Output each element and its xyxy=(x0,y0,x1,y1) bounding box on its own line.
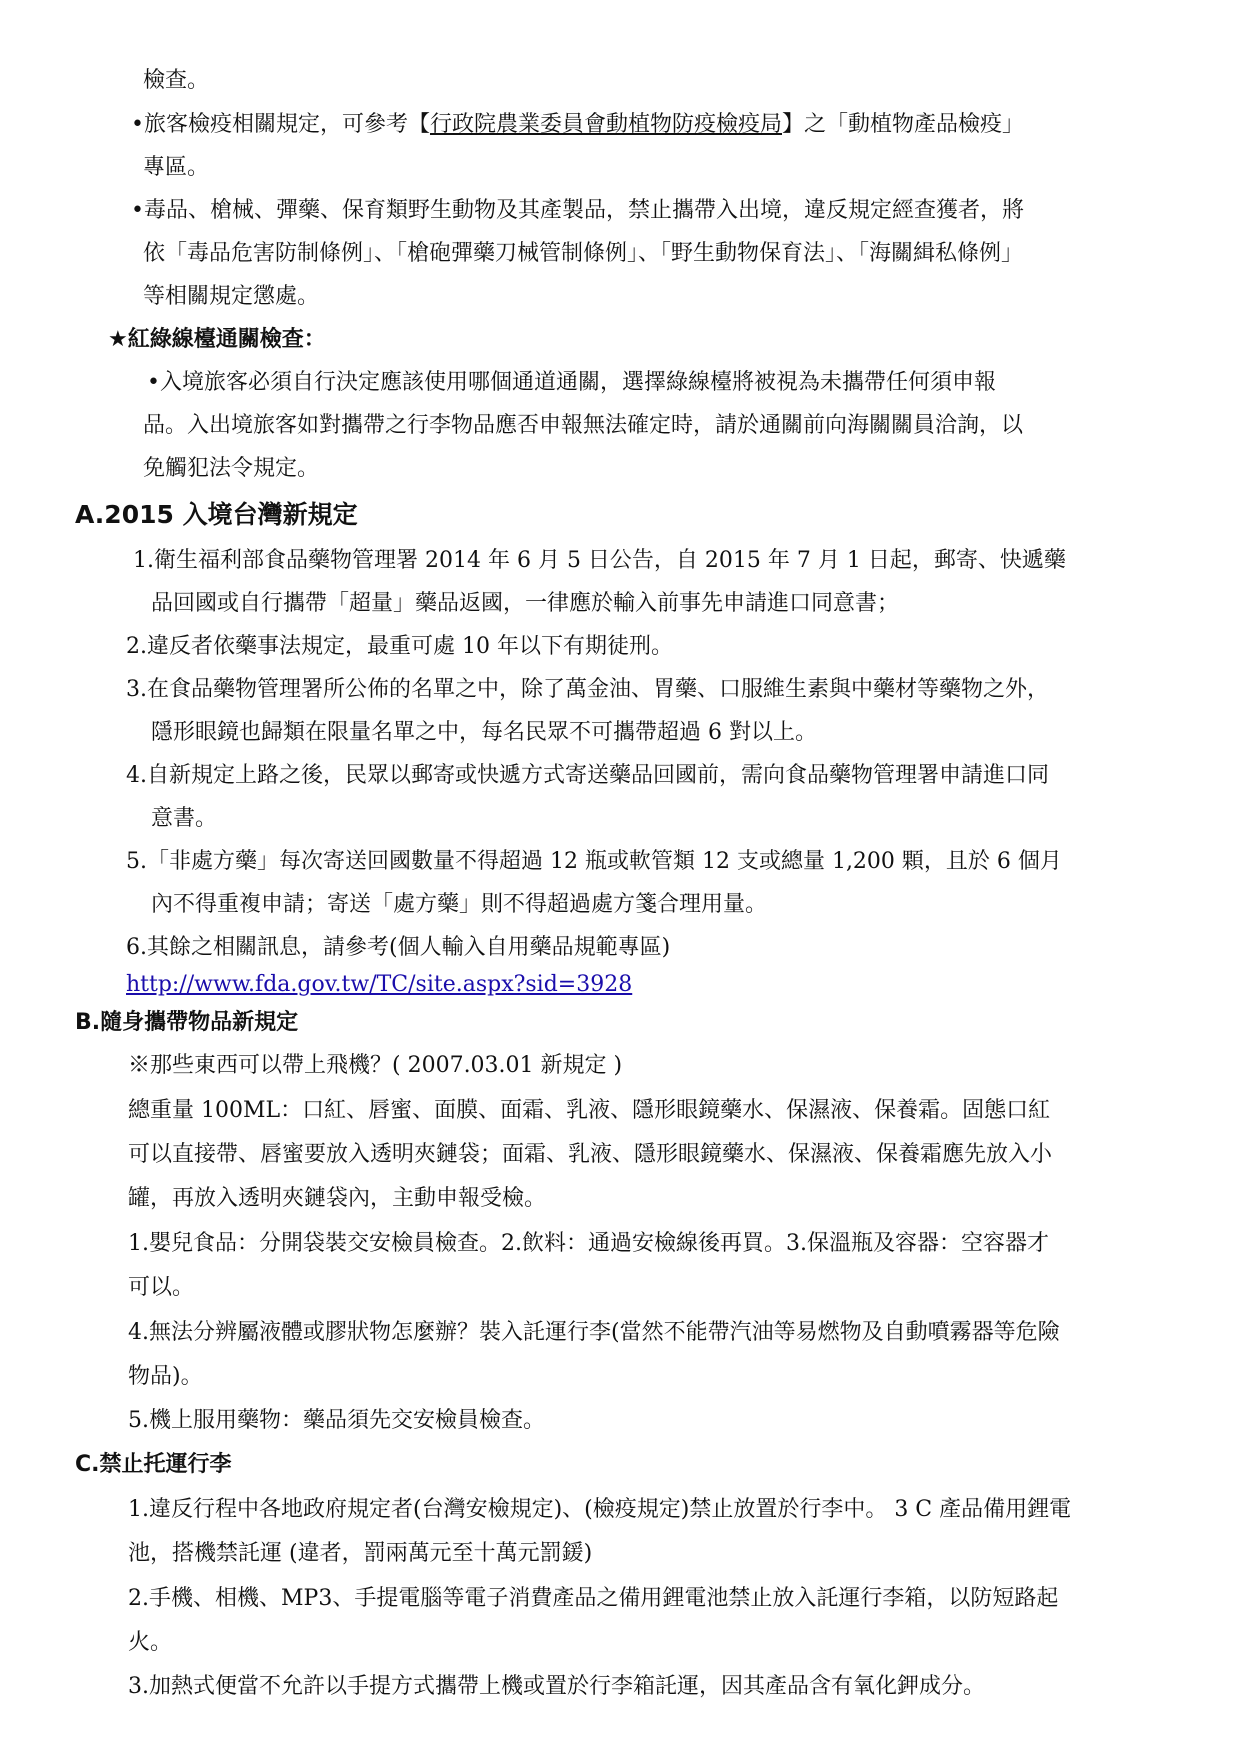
section-a-line-9: 內不得重複申請；寄送「處方藥」則不得超過處方箋合理用量。 xyxy=(151,892,768,917)
section-c-heading: C.禁止托運行李 xyxy=(75,1452,232,1477)
red-green-line-3: 免觸犯法令規定。 xyxy=(143,456,320,481)
section-a-line-2: 品回國或自行攜帶「超量」藥品返國，一律應於輸入前事先申請進口同意書； xyxy=(151,591,900,616)
red-green-line-1: •入境旅客必須自行決定應該使用哪個通道通關，選擇綠線檯將被視為未攜帶任何須申報 xyxy=(147,370,996,395)
section-b-line-5: 1.嬰兒食品：分開袋裝交安檢員檢查。2.飲料：通過安檢線後再買。3.保溫瓶及容器：空容器才 xyxy=(128,1231,1049,1256)
section-b-line-9: 5.機上服用藥物：藥品須先交安檢員檢查。 xyxy=(128,1408,545,1433)
section-c-line-4: 火。 xyxy=(128,1630,173,1655)
section-b-line-6: 可以。 xyxy=(128,1275,195,1300)
intro-line-1: 檢查。 xyxy=(143,68,210,93)
intro-line-2-post: 】之「動植物產品檢疫」 xyxy=(782,112,1025,137)
section-a-line-4: 3.在食品藥物管理署所公佈的名單之中，除了萬金油、胃藥、口服維生素與中藥材等藥物之外， xyxy=(126,677,1049,702)
section-a-line-8: 5.「非處方藥」每次寄送回國數量不得超過 12 瓶或軟管類 12 支或總量 1,200 顆，且於 6 個月 xyxy=(126,849,1062,874)
fda-link[interactable]: http://www.fda.gov.tw/TC/site.aspx?sid=3928 xyxy=(126,972,633,997)
section-a-line-10: 6.其餘之相關訊息，請參考(個人輸入自用藥品規範專區) xyxy=(126,935,671,960)
intro-line-3: 專區。 xyxy=(143,155,210,180)
red-green-heading: ★紅綠線檯通關檢查： xyxy=(108,327,326,352)
red-green-line-2: 品。入出境旅客如對攜帶之行李物品應否申報無法確定時，請於通關前向海關關員洽詢，以 xyxy=(143,413,1024,438)
section-b-line-4: 罐，再放入透明夾鏈袋內，主動申報受檢。 xyxy=(128,1186,547,1211)
section-c-line-5: 3.加熱式便當不允許以手提方式攜帶上機或置於行李箱託運，因其產品含有氧化鉀成分。 xyxy=(128,1674,985,1699)
section-a-heading: A.2015 入境台灣新規定 xyxy=(75,500,358,529)
section-c-line-3: 2.手機、相機、MP3、手提電腦等電子消費產品之備用鋰電池禁止放入託運行李箱，以防短路起 xyxy=(128,1586,1059,1611)
section-a-line-6: 4.自新規定上路之後，民眾以郵寄或快遞方式寄送藥品回國前，需向食品藥物管理署申請進口同 xyxy=(126,763,1049,788)
section-a-line-5: 隱形眼鏡也歸類在限量名單之中，每名民眾不可攜帶超過 6 對以上。 xyxy=(151,720,817,745)
section-a-line-1: 1.衛生福利部食品藥物管理署 2014 年 6 月 5 日公告，自 2015 年 7 月 1 日起，郵寄、快遞藥 xyxy=(133,548,1066,573)
intro-line-5: 依「毒品危害防制條例」、「槍砲彈藥刀械管制條例」、「野生動物保育法」、「海關緝私條例」 xyxy=(143,241,1024,266)
section-b-line-3: 可以直接帶、唇蜜要放入透明夾鏈袋；面霜、乳液、隱形眼鏡藥水、保濕液、保養霜應先放入小 xyxy=(128,1142,1053,1167)
section-a-line-7: 意書。 xyxy=(151,806,218,831)
section-a-line-3: 2.違反者依藥事法規定，最重可處 10 年以下有期徒刑。 xyxy=(126,634,673,659)
section-b-line-1: ※那些東西可以帶上飛機？( 2007.03.01 新規定 ) xyxy=(128,1053,623,1078)
section-b-line-8: 物品)。 xyxy=(128,1364,203,1389)
section-b-line-7: 4.無法分辨屬液體或膠狀物怎麼辦？裝入託運行李(當然不能帶汽油等易燃物及自動噴霧器等危險 xyxy=(128,1320,1060,1345)
intro-line-6: 等相關規定懲處。 xyxy=(143,284,320,309)
intro-line-2-pre: •旅客檢疫相關規定，可參考【 xyxy=(131,112,430,137)
intro-line-4: •毒品、槍械、彈藥、保育類野生動物及其產製品，禁止攜帶入出境，違反規定經查獲者，將 xyxy=(131,198,1024,223)
section-b-line-2: 總重量 100ML：口紅、唇蜜、面膜、面霜、乳液、隱形眼鏡藥水、保濕液、保養霜。固態口紅 xyxy=(128,1098,1051,1123)
section-b-heading: B.隨身攜帶物品新規定 xyxy=(75,1010,299,1035)
section-c-line-2: 池，搭機禁託運 (違者，罰兩萬元至十萬元罰鍰) xyxy=(128,1541,593,1566)
intro-line-2 xyxy=(131,110,1024,140)
section-c-line-1: 1.違反行程中各地政府規定者(台灣安檢規定)、(檢疫規定)禁止放置於行李中。 3 C 產品備用鋰電 xyxy=(128,1497,1072,1522)
agency-link[interactable]: 行政院農業委員會動植物防疫檢疫局 xyxy=(429,112,782,137)
